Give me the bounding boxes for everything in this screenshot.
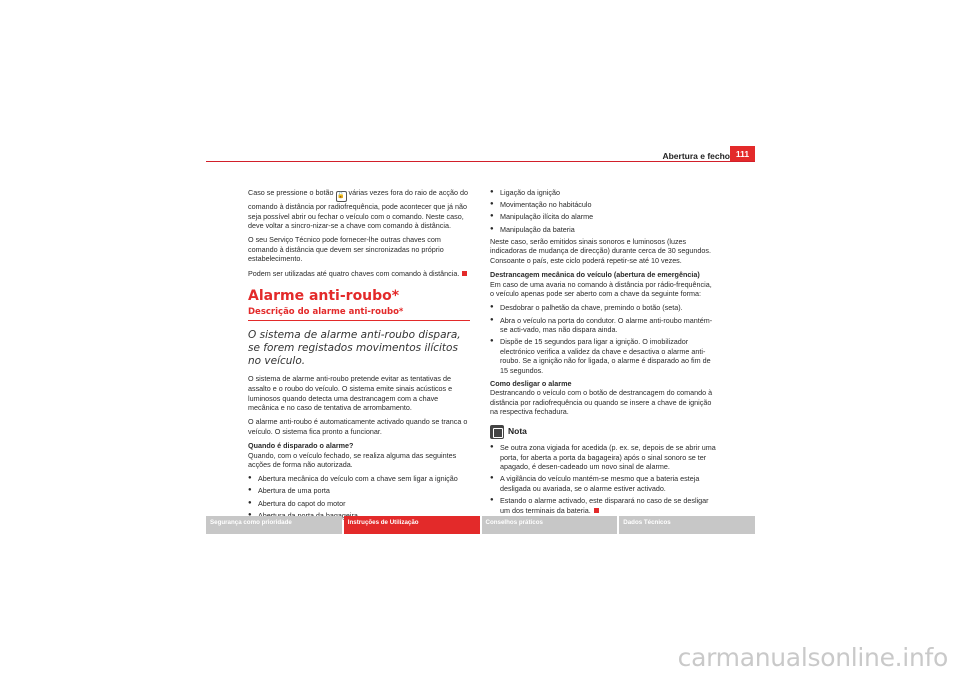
list-item: ● Manipulação ilícita do alarme (490, 212, 717, 222)
subsection-title: Descrição do alarme anti-roubo* (248, 308, 470, 322)
end-of-section-icon (594, 508, 599, 513)
list-item: ● Abertura de uma porta (248, 486, 470, 496)
lead-paragraph: O sistema de alarme anti-roubo dispara, se forem registados movimentos ilícitos no veículo. (248, 329, 461, 368)
paragraph-four-keys-text: Podem ser utilizadas até quatro chaves com comando à distância. (248, 268, 460, 278)
footer-tabs (206, 516, 755, 534)
paragraph-sync-text-a: Caso se pressione o botão (248, 188, 336, 197)
paragraph-emergency: Em caso de uma avaria no comando à distância por rádio-frequência, o veículo apenas pode ser aberto com a chave da seguinte forma: (490, 279, 712, 299)
paragraph-signals: Neste caso, serão emitidos sinais sonoros e luminosos (luzes indicadoras de mudança de direcção) durante cerca de 30 segundos. Consoante o país, este ciclo poderá repetir-se até 10 vezes. (490, 236, 711, 265)
list-item: ● Abertura do capot do motor (248, 499, 470, 509)
list-item: ● Desdobrar o palhetão da chave, premindo o botão (seta). (490, 303, 717, 313)
paragraph-disable: Destrancando o veículo com o botão de destrancagem do comando à distância por radiofrequência ou quando se insere a chave de ignição na respectiva fechadura. (490, 388, 713, 417)
paragraph-unauthorized: Quando, com o veículo fechado, se realiza alguma das seguintes acções de forma não autorizada. (248, 450, 457, 470)
watermark: carmanualsonline.info (677, 643, 948, 672)
list-item: ● Abertura mecânica do veículo com a chave sem ligar a ignição (248, 474, 470, 484)
paragraph-four-keys (248, 269, 470, 279)
list-item: ● Manipulação da bateria (490, 225, 717, 235)
note-header (490, 425, 717, 439)
end-of-section-icon (462, 271, 467, 276)
paragraph-service: O seu Serviço Técnico pode fornecer-lhe outras chaves com comando à distância que devem ser sincronizadas no próprio estabelecimento. (248, 235, 444, 264)
heading-emergency-opening: Destrancagem mecânica do veículo (abertura de emergência) (490, 270, 700, 280)
tab-safety[interactable]: Segurança como prioridade (206, 516, 342, 534)
right-column (490, 188, 717, 518)
list-item: ● Abra o veículo na porta do condutor. O alarme anti-roubo mantém-se acti-vado, mas não dispara ainda. (490, 316, 717, 335)
tab-instructions[interactable]: Instruções de Utilização (344, 516, 480, 534)
running-header-title: Abertura e fecho (662, 151, 730, 161)
paragraph-alarm-purpose: O sistema de alarme anti-roubo pretende evitar as tentativas de assalto e o roubo do veículo. O sistema emite sinais acústicos e luminosos quando detecta uma destrancagem com a chave mecânica e no caso de tentativa de arrombamento. (248, 374, 453, 413)
list-item: ● bagageira (248, 511, 470, 521)
header-rule (206, 161, 755, 162)
heading-when-triggered: Quando é disparado o alarme? (248, 440, 354, 450)
list-item: ● Dispõe de 15 segundos para ligar a ignição. O imobilizador electrónico verifica a validez da chave e desactiva o alarme anti-roubo. Se a ignição não for ligada, o alarme é disparado ao fim de 15 segundos. (490, 337, 717, 375)
list-item-text: Estando o alarme activado, este disparará no caso de se desligar um dos terminais da bateria. (500, 496, 709, 515)
note-title: Nota (508, 426, 527, 437)
note-icon (490, 425, 504, 439)
paragraph-sync-text-b: várias vezes fora do raio de acção do comando à distância por radiofrequência, pode acontecer que já não seja possível abrir ou fechar o veículo com o comando. Neste caso, deve voltar a sincro-nizar-se a chave com comando à distância. (248, 188, 468, 231)
paragraph-alarm-activation: O alarme anti-roubo é automaticamente activado quando se tranca o veículo. O sistema fica pronto a funcionar. (248, 417, 468, 436)
list-item: ● A vigilância do veículo mantém-se mesmo que a bateria esteja desligada ou avariada, se o alarme estiver activado. (490, 474, 717, 493)
heading-disable-alarm: Como desligar o alarme (490, 378, 572, 388)
tab-technical-data[interactable]: Dados Técnicos (619, 516, 755, 534)
list-item: ● Se outra zona vigiada for acedida (p. ex. se, depois de se abrir uma porta, for aberta a porta da bagageira) após o sinal sonoro se ter apagado, é desen-cadeado um novo sinal de alarme. (490, 443, 717, 472)
section-title: Alarme anti-roubo* (248, 288, 400, 305)
page-number-badge: 111 (730, 146, 755, 161)
unlock-key-icon: 🔓 (336, 191, 347, 202)
list-item (490, 496, 717, 515)
paragraph-sync (248, 188, 470, 231)
left-column (248, 188, 470, 523)
tab-tips[interactable]: Conselhos práticos (482, 516, 618, 534)
list-item: ● Ligação da ignição (490, 188, 717, 198)
list-item: ● Movimentação no habitáculo (490, 200, 717, 210)
